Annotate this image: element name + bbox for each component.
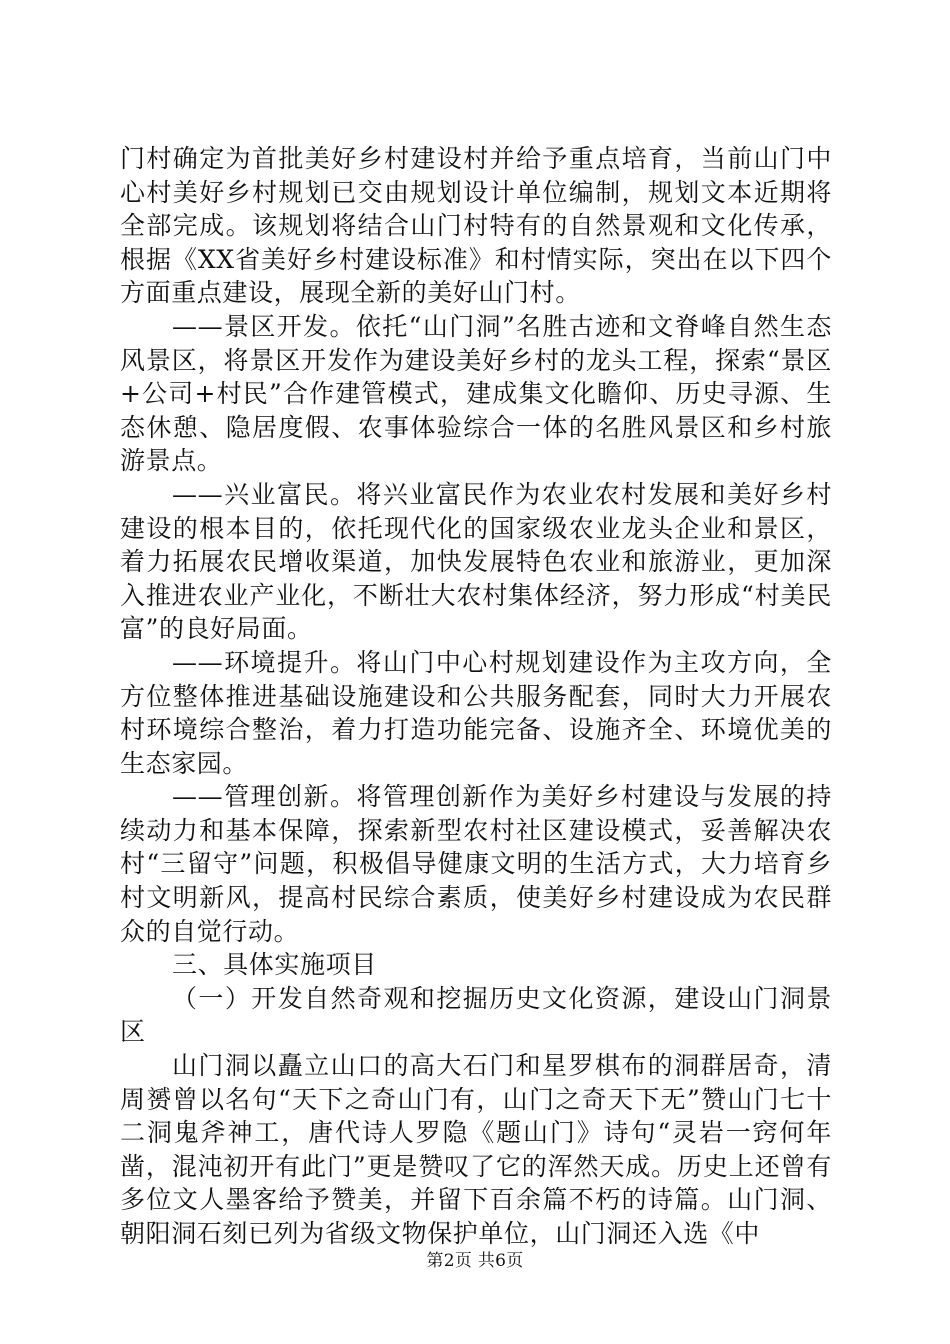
- section-heading: 三、具体实施项目: [172, 950, 377, 980]
- page-number-footer: 第2页 共6页: [426, 1251, 524, 1271]
- paragraph-scenic-development: ——景区开发。依托“山门洞”名胜古迹和文脊峰自然生态风景区，将景区开发作为建设美好乡村的龙头工程，探索“景区+公司+村民”合作建管模式，建成集文化瞻仰、历史寻源、生态休憩、隐居度假、农事体验综合一体的名胜风景区和乡村旅游景点。: [120, 311, 832, 476]
- document-body: [120, 142, 832, 1251]
- paragraph-environment-improvement: ——环境提升。将山门中心村规划建设作为主攻方向，全方位整体推进基础设施建设和公共服务配套，同时大力开展农村环境综合整治，着力打造功能完备、设施齐全、环境优美的生态家园。: [120, 647, 832, 778]
- subsection-heading: （一）开发自然奇观和挖掘历史文化资源，建设山门洞景区: [120, 983, 832, 1047]
- paragraph-industry-prosperity: ——兴业富民。将兴业富民作为农业农村发展和美好乡村建设的根本目的，依托现代化的国家级农业龙头企业和景区，着力拓展农民增收渠道，加快发展特色农业和旅游业，更加深入推进农业产业化，不断壮大农村集体经济，努力形成“村美民富”的良好局面。: [120, 479, 832, 644]
- paragraph-management-innovation: ——管理创新。将管理创新作为美好乡村建设与发展的持续动力和基本保障，探索新型农村社区建设模式，妥善解决农村“三留守”问题，积极倡导健康文明的生活方式，大力培育乡村文明新风，提高村民综合素质，使美好乡村建设成为农民群众的自觉行动。: [120, 782, 832, 946]
- paragraph-shanmen-cave: 山门洞以矗立山口的高大石门和星罗棋布的洞群居奇，清周赟曾以名句“天下之奇山门有，山门之奇天下无”赞山门七十二洞鬼斧神工，唐代诗人罗隐《题山门》诗句“灵岩一窍何年凿，混沌初开有此门”更是赞叹了它的浑然天成。历史上还曾有多位文人墨客给予赞美，并留下百余篇不朽的诗篇。山门洞、朝阳洞石刻已列为省级文物保护单位，山门洞还入选《中: [120, 1051, 832, 1248]
- paragraph-continuation: 门村确定为首批美好乡村建设村并给予重点培育，当前山门中心村美好乡村规划已交由规划设计单位编制，规划文本近期将全部完成。该规划将结合山门村特有的自然景观和文化传承，根据《XX省美好乡村建设标准》和村情实际，突出在以下四个方面重点建设，展现全新的美好山门村。: [120, 144, 832, 308]
